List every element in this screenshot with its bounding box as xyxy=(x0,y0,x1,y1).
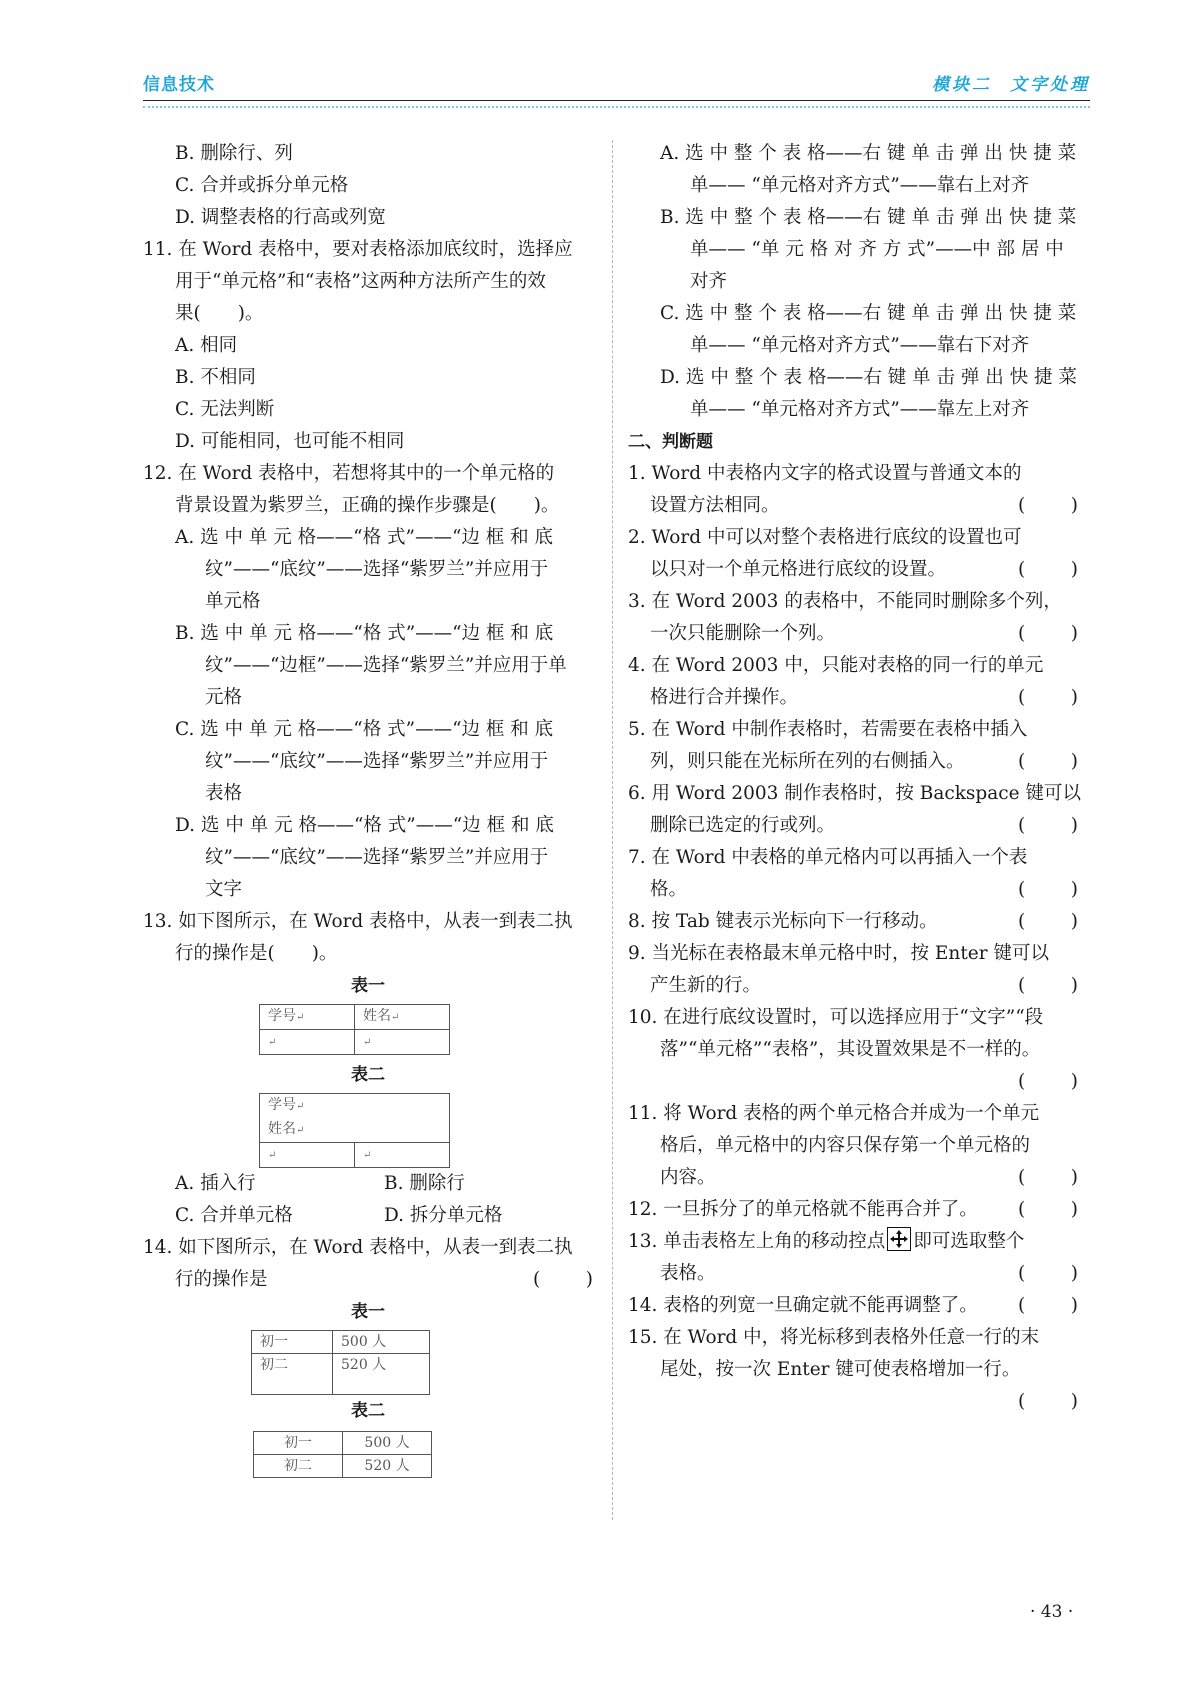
cell-text: 500 人 xyxy=(364,1435,410,1451)
tf-text: 3. 在 Word 2003 的表格中，不能同时删除多个列， xyxy=(628,591,1062,612)
table-cell: ↵ xyxy=(260,1143,355,1168)
answer-parentheses: ( ) xyxy=(1018,1391,1078,1412)
cell-text: 初二 xyxy=(260,1357,288,1373)
question-text: 13. 如下图所示，在 Word 表格中，从表一到表二执 xyxy=(143,911,573,932)
question-text: 11. 在 Word 表格中，要对表格添加底纹时，选择应 xyxy=(143,239,573,260)
figure-table-3 xyxy=(251,1330,430,1395)
table-cell xyxy=(333,1354,430,1395)
option-b: B. 删除行 xyxy=(384,1173,465,1194)
answer-parentheses: ( ) xyxy=(1018,879,1078,900)
tf-text: 13. 单击表格左上角的移动控点 xyxy=(628,1231,886,1252)
table-caption: 表二 xyxy=(351,1065,385,1085)
answer-parentheses: ( ) xyxy=(533,1269,593,1290)
tf-line xyxy=(628,682,1078,714)
tf-line xyxy=(628,874,1078,906)
option-line: D. 选 中 整 个 表 格——右 键 单 击 弹 出 快 捷 菜 xyxy=(660,367,1077,388)
table-cell xyxy=(254,1432,343,1455)
option-line: 单—— “单元格对齐方式”——靠右上对齐 xyxy=(690,175,1030,196)
cell-text: 500 人 xyxy=(341,1334,387,1350)
table-cell: ↵ xyxy=(355,1030,450,1055)
running-header-subject: 信息技术 xyxy=(143,75,215,95)
cell-text: 初一 xyxy=(284,1435,312,1451)
tf-line xyxy=(628,1290,1078,1322)
option-a: A. 插入行 xyxy=(175,1173,256,1194)
module-label: 模块二 xyxy=(932,75,992,95)
option-line: 单—— “单元格对齐方式”——靠右下对齐 xyxy=(690,335,1030,356)
tf-text: 10. 在进行底纹设置时，可以选择应用于“文字”“段 xyxy=(628,1007,1044,1028)
tf-text: 11. 将 Word 表格的两个单元格合并成为一个单元 xyxy=(628,1103,1040,1124)
table-cell: 学号↵ 姓名↵ xyxy=(260,1094,450,1143)
tf-text: 1. Word 中表格内文字的格式设置与普通文本的 xyxy=(628,463,1022,484)
tf-text: 15. 在 Word 中，将光标移到表格外任意一行的末 xyxy=(628,1327,1040,1348)
tf-text: 5. 在 Word 中制作表格时，若需要在表格中插入 xyxy=(628,719,1028,740)
question-text: 用于“单元格”和“表格”这两种方法所产生的效 xyxy=(175,271,546,292)
tf-line xyxy=(628,906,1078,938)
tf-text: 格后，单元格中的内容只保存第一个单元格的 xyxy=(660,1135,1031,1156)
tf-text: 4. 在 Word 2003 中，只能对表格的同一行的单元 xyxy=(628,655,1044,676)
answer-parentheses: ( ) xyxy=(1018,911,1078,932)
option-line: 单元格 xyxy=(205,591,261,612)
tf-text: 列，则只能在光标所在列的右侧插入。 xyxy=(650,751,965,772)
column-divider xyxy=(612,140,613,1520)
tf-text: 6. 用 Word 2003 制作表格时，按 Backspace 键可以 xyxy=(628,783,1081,804)
tf-line xyxy=(628,1162,1078,1194)
option-line: B. 不相同 xyxy=(175,367,256,388)
tf-text: 表格。 xyxy=(660,1263,716,1284)
option-c: C. 合并单元格 xyxy=(175,1205,293,1226)
answer-parentheses: ( ) xyxy=(1018,1167,1078,1188)
option-line: 纹”——“底纹”——选择“紫罗兰”并应用于 xyxy=(205,751,549,772)
option-line: D. 调整表格的行高或列宽 xyxy=(175,207,386,228)
table-caption: 表一 xyxy=(351,976,385,996)
right-column xyxy=(628,138,1081,1418)
option-row xyxy=(143,1200,593,1232)
table-cell xyxy=(333,1331,430,1354)
table-cell xyxy=(252,1331,333,1354)
tf-text: 即可选取整个 xyxy=(913,1231,1025,1252)
topic-label: 文字处理 xyxy=(1010,75,1090,95)
option-line: 纹”——“边框”——选择“紫罗兰”并应用于单 xyxy=(205,655,567,676)
left-column xyxy=(143,138,593,1478)
tf-text: 格。 xyxy=(650,879,688,900)
option-line: C. 合并或拆分单元格 xyxy=(175,175,349,196)
tf-text: 落”“单元格”“表格”，其设置效果是不一样的。 xyxy=(660,1039,1041,1060)
option-line: A. 相同 xyxy=(175,335,238,356)
answer-parentheses: ( ) xyxy=(1018,623,1078,644)
tf-line xyxy=(628,490,1078,522)
option-line: 单—— “单 元 格 对 齐 方 式”——中 部 居 中 xyxy=(690,239,1064,260)
option-line: D. 选 中 单 元 格——“格 式”——“边 框 和 底 xyxy=(175,815,554,836)
tf-text: 内容。 xyxy=(660,1167,716,1188)
option-line: B. 选 中 单 元 格——“格 式”——“边 框 和 底 xyxy=(175,623,554,644)
answer-parentheses: ( ) xyxy=(1018,495,1078,516)
question-text: 果( )。 xyxy=(175,303,264,324)
tf-text: 删除已选定的行或列。 xyxy=(650,815,836,836)
tf-text: 9. 当光标在表格最末单元格中时，按 Enter 键可以 xyxy=(628,943,1049,964)
table-cell: 姓名↵ xyxy=(355,1005,450,1030)
answer-parentheses: ( ) xyxy=(1018,1263,1078,1284)
answer-parentheses: ( ) xyxy=(1018,1199,1078,1220)
tf-line xyxy=(628,970,1078,1002)
figure-table-1 xyxy=(259,1004,450,1055)
option-line: 元格 xyxy=(205,687,243,708)
tf-line xyxy=(628,1194,1078,1226)
table-cell: ↵ xyxy=(355,1143,450,1168)
cell-text: 学号 xyxy=(268,1008,296,1024)
tf-text: 12. 一旦拆分了的单元格就不能再合并了。 xyxy=(628,1199,978,1220)
tf-text: 设置方法相同。 xyxy=(650,495,780,516)
cell-text: 初二 xyxy=(284,1458,312,1474)
header-rule xyxy=(143,100,1090,101)
option-line: 单—— “单元格对齐方式”——靠左上对齐 xyxy=(690,399,1030,420)
question-text: 12. 在 Word 表格中，若想将其中的一个单元格的 xyxy=(143,463,555,484)
tf-line xyxy=(628,1226,1078,1258)
question-line xyxy=(143,1264,593,1296)
tf-text: 产生新的行。 xyxy=(650,975,762,996)
tf-text: 以只对一个单元格进行底纹的设置。 xyxy=(650,559,947,580)
table-cell xyxy=(343,1432,432,1455)
tf-line xyxy=(628,554,1078,586)
table-cell xyxy=(252,1354,333,1395)
tf-line xyxy=(628,1066,1078,1098)
question-text: 行的操作是 xyxy=(175,1269,268,1290)
question-text: 背景设置为紫罗兰，正确的操作步骤是( )。 xyxy=(175,495,560,516)
cell-text: 学号 xyxy=(268,1097,296,1113)
table-cell: 学号↵ xyxy=(260,1005,355,1030)
option-line: 表格 xyxy=(205,783,243,804)
answer-parentheses: ( ) xyxy=(1018,559,1078,580)
tf-line xyxy=(628,746,1078,778)
option-line: C. 选 中 单 元 格——“格 式”——“边 框 和 底 xyxy=(175,719,554,740)
tf-text: 尾处，按一次 Enter 键可使表格增加一行。 xyxy=(660,1359,1021,1380)
cell-text: 520 人 xyxy=(341,1357,387,1373)
cell-text: 姓名 xyxy=(363,1008,391,1024)
tf-line xyxy=(628,618,1078,650)
option-line: B. 删除行、列 xyxy=(175,143,293,164)
header-dotted-rule xyxy=(143,106,1090,108)
option-line: 纹”——“底纹”——选择“紫罗兰”并应用于 xyxy=(205,847,549,868)
page-number: · 43 · xyxy=(1030,1602,1074,1622)
answer-parentheses: ( ) xyxy=(1018,1295,1078,1316)
table-cell xyxy=(254,1455,343,1478)
question-text: 行的操作是( )。 xyxy=(175,943,338,964)
cell-text: 520 人 xyxy=(364,1458,410,1474)
figure-table-2 xyxy=(259,1093,450,1168)
cell-text: 姓名 xyxy=(268,1121,296,1137)
tf-text: 14. 表格的列宽一旦确定就不能再调整了。 xyxy=(628,1295,978,1316)
running-header-module xyxy=(914,70,1090,95)
option-line: 对齐 xyxy=(690,271,728,292)
tf-text: 一次只能删除一个列。 xyxy=(650,623,836,644)
tf-line xyxy=(628,1258,1078,1290)
section-title: 二、判断题 xyxy=(628,432,713,452)
tf-line xyxy=(628,810,1078,842)
option-line: 纹”——“底纹”——选择“紫罗兰”并应用于 xyxy=(205,559,549,580)
tf-text: 格进行合并操作。 xyxy=(650,687,799,708)
question-text: 14. 如下图所示，在 Word 表格中，从表一到表二执 xyxy=(143,1237,573,1258)
table-caption: 表一 xyxy=(351,1302,385,1322)
option-line: A. 选 中 整 个 表 格——右 键 单 击 弹 出 快 捷 菜 xyxy=(660,143,1077,164)
answer-parentheses: ( ) xyxy=(1018,815,1078,836)
table-cell: ↵ xyxy=(260,1030,355,1055)
option-line: C. 无法判断 xyxy=(175,399,275,420)
option-row xyxy=(143,1168,593,1200)
tf-text: 2. Word 中可以对整个表格进行底纹的设置也可 xyxy=(628,527,1022,548)
option-line: C. 选 中 整 个 表 格——右 键 单 击 弹 出 快 捷 菜 xyxy=(660,303,1077,324)
answer-parentheses: ( ) xyxy=(1018,687,1078,708)
move-handle-icon xyxy=(887,1227,911,1251)
option-line: D. 可能相同，也可能不相同 xyxy=(175,431,405,452)
option-d: D. 拆分单元格 xyxy=(384,1205,503,1226)
answer-parentheses: ( ) xyxy=(1018,751,1078,772)
table-caption: 表二 xyxy=(351,1401,385,1421)
tf-text: 7. 在 Word 中表格的单元格内可以再插入一个表 xyxy=(628,847,1028,868)
cell-text: 初一 xyxy=(260,1334,288,1350)
tf-line xyxy=(628,1386,1078,1418)
answer-parentheses: ( ) xyxy=(1018,975,1078,996)
option-line: 文字 xyxy=(205,879,243,900)
figure-table-4 xyxy=(253,1431,432,1478)
option-line: B. 选 中 整 个 表 格——右 键 单 击 弹 出 快 捷 菜 xyxy=(660,207,1077,228)
answer-parentheses: ( ) xyxy=(1018,1071,1078,1092)
table-cell xyxy=(343,1455,432,1478)
option-line: A. 选 中 单 元 格——“格 式”——“边 框 和 底 xyxy=(175,527,554,548)
tf-text: 8. 按 Tab 键表示光标向下一行移动。 xyxy=(628,911,938,932)
